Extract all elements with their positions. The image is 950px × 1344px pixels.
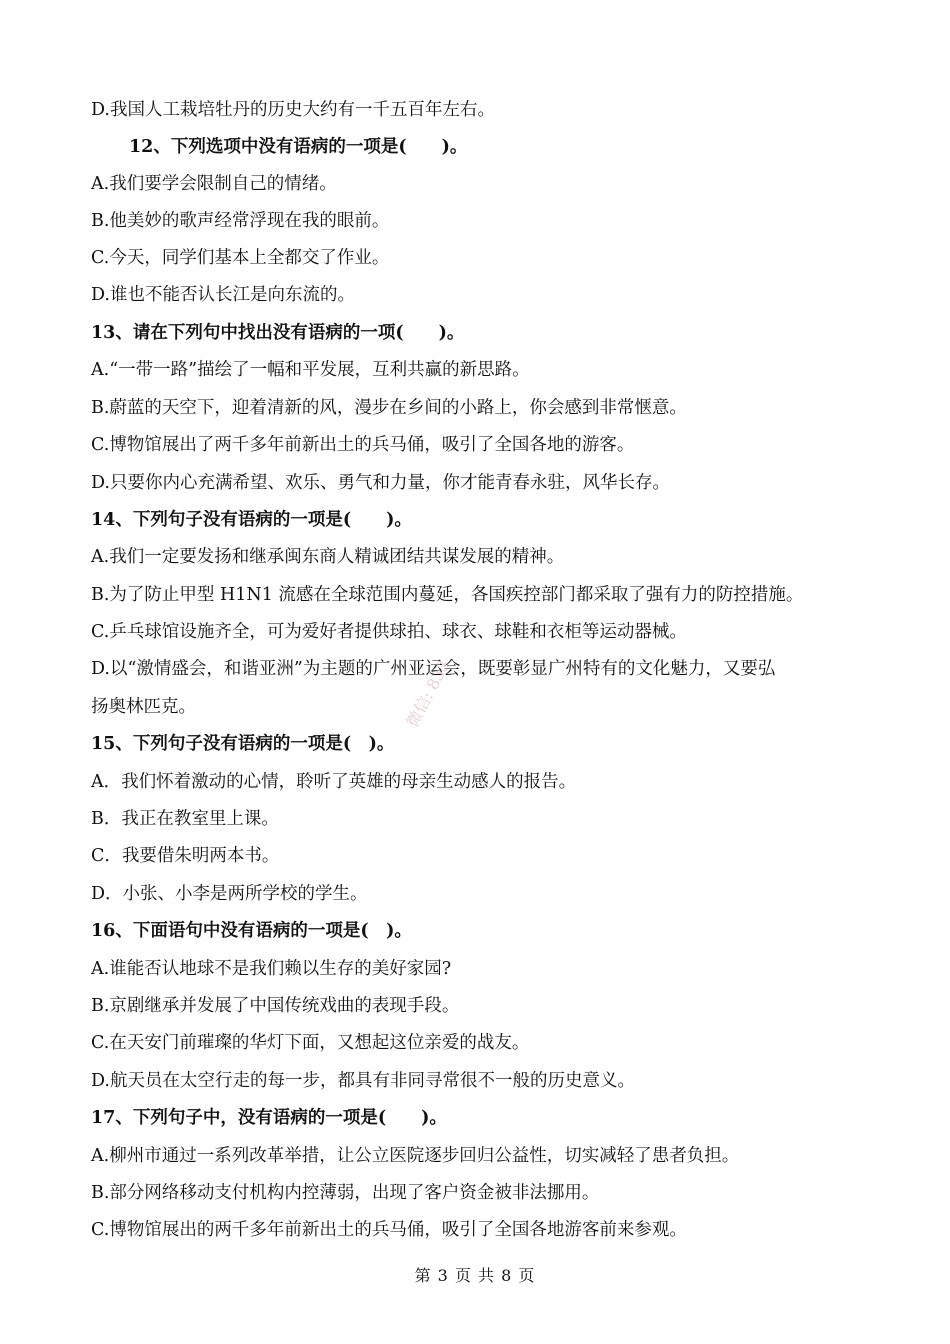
option-line: C.乒乓球馆设施齐全，可为爱好者提供球拍、球衣、球鞋和衣柜等运动器械。 <box>91 622 687 642</box>
option-line: B．我正在教室里上课。 <box>91 809 279 829</box>
question-title: 15、下列句子没有语病的一项是( )。 <box>91 734 395 754</box>
question-title: 13、请在下列句中找出没有语病的一项( )。 <box>91 323 465 343</box>
option-line: B.他美妙的歌声经常浮现在我的眼前。 <box>91 211 390 231</box>
option-line: C.博物馆展出了两千多年前新出土的兵马俑，吸引了全国各地的游客。 <box>91 435 635 455</box>
option-line: B.蔚蓝的天空下，迎着清新的风，漫步在乡间的小路上，你会感到非常惬意。 <box>91 398 687 418</box>
option-line: C.在天安门前璀璨的华灯下面，又想起这位亲爱的战友。 <box>91 1033 530 1053</box>
option-line: D．小张、小李是两所学校的学生。 <box>91 884 368 904</box>
option-line: A．我们怀着激动的心情，聆听了英雄的母亲生动感人的报告。 <box>91 772 577 792</box>
option-line: A.我们要学会限制自己的情绪。 <box>91 174 337 194</box>
question-title: 17、下列句子中，没有语病的一项是( )。 <box>91 1108 447 1128</box>
option-line: D.以“激情盛会，和谐亚洲”为主题的广州亚运会，既要彰显广州特有的文化魅力，又要弘 <box>91 659 776 679</box>
option-line: B.部分网络移动支付机构内控薄弱，出现了客户资金被非法挪用。 <box>91 1183 600 1203</box>
question-title: 12、下列选项中没有语病的一项是( )。 <box>129 137 468 157</box>
option-line: 扬奥林匹克。 <box>91 697 196 717</box>
option-line: C．我要借朱明两本书。 <box>91 846 280 866</box>
option-line: B.为了防止甲型 H1N1 流感在全球范围内蔓延，各国疾控部门都采取了强有力的防控措施。 <box>91 585 804 605</box>
question-title: 16、下面语句中没有语病的一项是( )。 <box>91 921 412 941</box>
option-line: A.我们一定要发扬和继承闽东商人精诚团结共谋发展的精神。 <box>91 547 565 567</box>
option-line: C.博物馆展出的两千多年前新出土的兵马俑，吸引了全国各地游客前来参观。 <box>91 1220 687 1240</box>
page-footer: 第 3 页 共 8 页 <box>414 1266 536 1285</box>
question-title: 14、下列句子没有语病的一项是( )。 <box>91 510 412 530</box>
option-line: A.柳州市通过一系列改革举措，让公立医院逐步回归公益性，切实减轻了患者负担。 <box>91 1146 740 1166</box>
option-line: D.我国人工栽培牡丹的历史大约有一千五百年左右。 <box>91 100 495 120</box>
option-line: D.谁也不能否认长江是向东流的。 <box>91 285 355 305</box>
option-line: D.航天员在太空行走的每一步，都具有非同寻常很不一般的历史意义。 <box>91 1071 635 1091</box>
option-line: A.谁能否认地球不是我们赖以生存的美好家园? <box>91 959 452 979</box>
watermark: 微信: 833 <box>402 656 454 731</box>
option-line: B.京剧继承并发展了中国传统戏曲的表现手段。 <box>91 996 460 1016</box>
option-line: D.只要你内心充满希望、欢乐、勇气和力量，你才能青春永驻，风华长存。 <box>91 473 670 493</box>
option-line: A.“一带一路”描绘了一幅和平发展，互利共赢的新思路。 <box>91 360 530 380</box>
option-line: C.今天，同学们基本上全都交了作业。 <box>91 248 390 268</box>
